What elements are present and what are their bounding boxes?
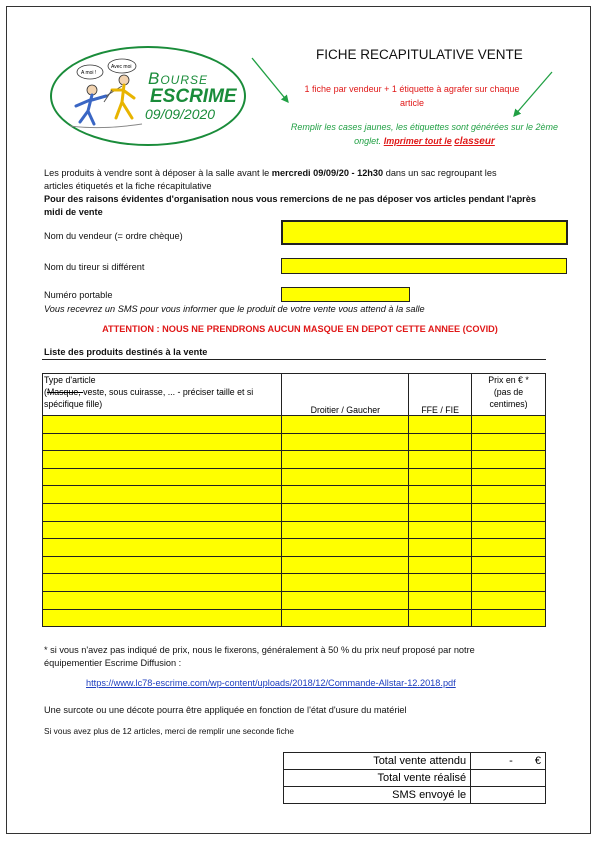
- table-row: [43, 416, 546, 434]
- cell-lateralite[interactable]: [282, 486, 409, 504]
- cell-type[interactable]: [43, 609, 282, 627]
- footnote: [44, 644, 559, 670]
- surcote-note: Une surcote ou une décote pourra être appliquée en fonction de l'état d'usure du matériel: [44, 705, 407, 715]
- cell-type[interactable]: [43, 503, 282, 521]
- total-realise-label: Total vente réalisé: [284, 770, 471, 787]
- cell-federation[interactable]: [409, 521, 472, 539]
- cell-lateralite[interactable]: [282, 416, 409, 434]
- bubble-text-1: A moi !: [81, 70, 97, 76]
- cell-prix[interactable]: [472, 486, 546, 504]
- header-type-paren: (: [44, 387, 47, 397]
- total-realise-value[interactable]: [471, 770, 546, 787]
- table-row: [43, 539, 546, 557]
- intro-line1a: Les produits à vendre sont à déposer à la salle avant le: [44, 168, 272, 178]
- cell-lateralite[interactable]: [282, 556, 409, 574]
- sms-label: SMS envoyé le: [284, 787, 471, 804]
- cell-federation[interactable]: [409, 486, 472, 504]
- header-type-line2-text: veste, sous cuirasse, ... - préciser taille et si: [83, 387, 254, 397]
- note-classeur: classeur: [454, 136, 495, 147]
- cell-federation[interactable]: [409, 503, 472, 521]
- header-type-line3: spécifique fille): [44, 399, 103, 409]
- table-row: [43, 468, 546, 486]
- cell-type[interactable]: [43, 591, 282, 609]
- total-attendu-currency: €: [534, 755, 541, 767]
- cell-type[interactable]: [43, 539, 282, 557]
- list-title: Liste des produits destinés à la vente: [44, 347, 208, 357]
- cell-lateralite[interactable]: [282, 468, 409, 486]
- sms-row: [284, 787, 546, 804]
- sms-note: Vous recevrez un SMS pour vous informer que le produit de votre vente vous attend à la salle: [44, 304, 425, 314]
- table-row: [43, 503, 546, 521]
- header-federation: FFE / FIE: [409, 374, 472, 416]
- cell-type[interactable]: [43, 574, 282, 592]
- cell-lateralite[interactable]: [282, 451, 409, 469]
- logo-date: 09/09/2020: [145, 106, 216, 122]
- cell-prix[interactable]: [472, 521, 546, 539]
- header-type: [43, 374, 282, 416]
- cell-federation[interactable]: [409, 416, 472, 434]
- cell-federation[interactable]: [409, 574, 472, 592]
- label-portable: Numéro portable: [44, 290, 113, 300]
- table-row: [43, 591, 546, 609]
- table-row: [43, 574, 546, 592]
- label-vendeur: Nom du vendeur (= ordre chèque): [44, 231, 183, 241]
- cell-lateralite[interactable]: [282, 503, 409, 521]
- note-green: [287, 120, 562, 149]
- logo-bourse: Bourse: [148, 69, 209, 88]
- total-attendu-amount: -: [509, 755, 513, 767]
- cell-lateralite[interactable]: [282, 521, 409, 539]
- cell-type[interactable]: [43, 468, 282, 486]
- note-red: 1 fiche par vendeur + 1 étiquette à agrafer sur chaque article: [304, 84, 520, 108]
- cell-prix[interactable]: [472, 433, 546, 451]
- cell-prix[interactable]: [472, 591, 546, 609]
- cell-type[interactable]: [43, 556, 282, 574]
- page-title: FICHE RECAPITULATIVE VENTE: [316, 47, 523, 62]
- total-attendu-row: [284, 753, 546, 770]
- cell-prix[interactable]: [472, 416, 546, 434]
- intro-date: mercredi 09/09/20 - 12h30: [271, 168, 384, 178]
- total-attendu-value: [471, 753, 546, 770]
- intro-line4: midi de vente: [44, 207, 103, 217]
- cell-federation[interactable]: [409, 539, 472, 557]
- sms-value[interactable]: [471, 787, 546, 804]
- table-row: [43, 451, 546, 469]
- cell-federation[interactable]: [409, 609, 472, 627]
- cell-prix[interactable]: [472, 539, 546, 557]
- footnote-link-wrap: [86, 677, 456, 690]
- header-prix-line2: (pas de: [493, 387, 524, 397]
- totals-table: [283, 752, 546, 804]
- cell-prix[interactable]: [472, 609, 546, 627]
- total-realise-row: [284, 770, 546, 787]
- cell-prix[interactable]: [472, 468, 546, 486]
- items-header-row: [43, 374, 546, 416]
- header-prix: [472, 374, 546, 416]
- cell-federation[interactable]: [409, 591, 472, 609]
- cell-type[interactable]: [43, 451, 282, 469]
- intro-line3: Pour des raisons évidentes d'organisation nous vous remercions de ne pas déposer vos articles pendant l'après: [44, 194, 536, 204]
- input-vendeur[interactable]: [281, 220, 568, 245]
- footnote-line2: équipementier Escrime Diffusion :: [44, 658, 182, 668]
- intro-line2: articles étiquetés et la fiche récapitulative: [44, 181, 212, 191]
- cell-type[interactable]: [43, 486, 282, 504]
- table-row: [43, 486, 546, 504]
- header-prix-line3: centimes): [489, 399, 528, 409]
- bubble-text-2: Avec moi: [111, 64, 132, 70]
- header-lateralite: Droitier / Gaucher: [282, 374, 409, 416]
- input-tireur[interactable]: [281, 258, 567, 274]
- cell-lateralite[interactable]: [282, 433, 409, 451]
- cell-federation[interactable]: [409, 433, 472, 451]
- header-type-line2: [44, 386, 280, 398]
- note-green-text: Remplir les cases jaunes, les étiquettes sont générées sur le 2ème onglet.: [290, 122, 559, 146]
- plus12-note: Si vous avez plus de 12 articles, merci de remplir une seconde fiche: [44, 726, 294, 736]
- cell-prix[interactable]: [472, 451, 546, 469]
- label-tireur: Nom du tireur si différent: [44, 262, 145, 272]
- intro-line1c: dans un sac regroupant les: [383, 168, 497, 178]
- cell-lateralite[interactable]: [282, 609, 409, 627]
- cell-federation[interactable]: [409, 451, 472, 469]
- cell-type[interactable]: [43, 521, 282, 539]
- table-row: [43, 521, 546, 539]
- cell-federation[interactable]: [409, 556, 472, 574]
- footnote-line1: * si vous n'avez pas indiqué de prix, nous le fixerons, généralement à 50 % du prix neuf proposé par notre: [44, 645, 475, 655]
- header-prix-line1: Prix en € *: [488, 375, 529, 385]
- fencers-illustration-icon: [62, 56, 152, 136]
- cell-lateralite[interactable]: [282, 539, 409, 557]
- input-portable[interactable]: [281, 287, 410, 302]
- cell-type[interactable]: [43, 433, 282, 451]
- table-row: [43, 609, 546, 627]
- note-print: Imprimer tout le: [383, 136, 452, 146]
- cell-prix[interactable]: [472, 574, 546, 592]
- cell-type[interactable]: [43, 416, 282, 434]
- logo-escrime: ESCRIME: [150, 86, 237, 107]
- table-row: [43, 433, 546, 451]
- list-divider: [42, 359, 546, 360]
- cell-prix[interactable]: [472, 503, 546, 521]
- cell-prix[interactable]: [472, 556, 546, 574]
- covid-warning: ATTENTION : NOUS NE PRENDRONS AUCUN MASQUE EN DEPOT CETTE ANNEE (COVID): [102, 324, 498, 334]
- table-row: [43, 556, 546, 574]
- cell-lateralite[interactable]: [282, 574, 409, 592]
- cell-lateralite[interactable]: [282, 591, 409, 609]
- header-type-strike: Masque,: [46, 387, 84, 397]
- items-table: [42, 373, 546, 627]
- intro-text: [44, 167, 554, 219]
- cell-federation[interactable]: [409, 468, 472, 486]
- escrime-diffusion-link[interactable]: https://www.lc78-escrime.com/wp-content/uploads/2018/12/Commande-Allstar-12.2018.pdf: [86, 678, 456, 688]
- header-type-line1: Type d'article: [44, 375, 96, 385]
- total-attendu-label: Total vente attendu: [284, 753, 471, 770]
